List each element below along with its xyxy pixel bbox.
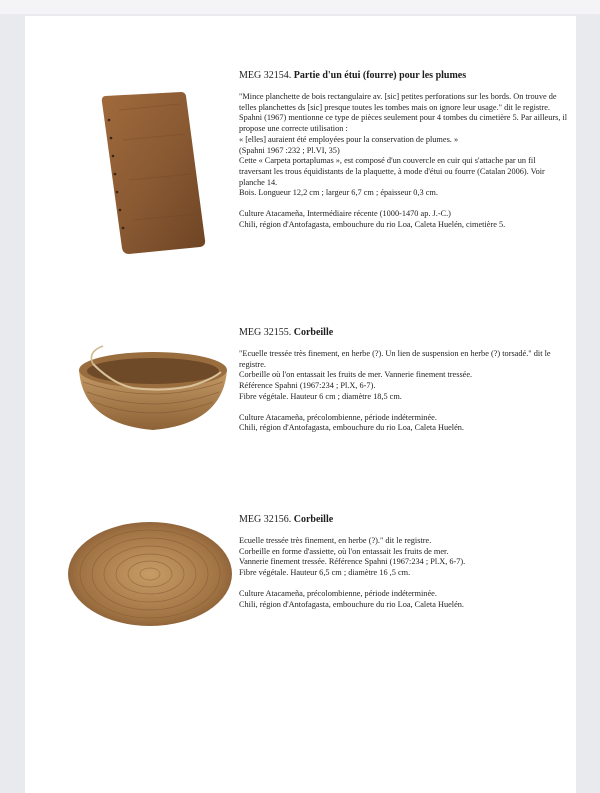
basket-bowl-image — [73, 336, 233, 436]
entry-title — [239, 69, 569, 82]
entry-title — [239, 326, 569, 339]
catalog-entry — [239, 69, 569, 230]
entry-number: MEG 32154. — [239, 70, 292, 81]
entry-description: "Mince planchette de bois rectangulaire av. [sic] petites perforations sur les bords. On trouve de telles planchettes ds [sic] presque toutes les tombes mais on ignore leur usage." dit le registre. Spahni (1967) mentionne ce type de pièces seulement pour 4 tombes du cimetière 5. Par ailleurs, il propose une correcte utilisation : « [elles] auraient été employées pour la conservation de plumes. » (Spahni 1967 :232 ; Pl.VI, 35) Cette « Carpeta portaplumas », est composé d'un couvercle en cuir qui s'attache par un fil traversant les trous équidistants de la plaquette, à mode d'étui ou fourre (Catalan 2006). Voir planche 14. Bois. Longueur 12,2 cm ; largeur 6,7 cm ; épaisseur 0,3 cm. — [239, 92, 568, 198]
document-page — [25, 16, 576, 793]
entry-description: "Ecuelle tressée très finement, en herbe (?). Un lien de suspension en herbe (?) torsadé." dit le registre. Corbeille où l'on entassait les fruits de mer. Vannerie finement tressée. Référence Spahni (1967:234 ; Pl.X, 6-7). Fibre végétale. Hauteur 6 cm ; diamètre 18,5 cm. — [239, 349, 551, 401]
entry-number: MEG 32155. — [239, 327, 292, 338]
entry-name: Corbeille — [293, 327, 334, 338]
entry-name: Partie d'un étui (fourre) pour les plumes — [293, 70, 467, 81]
entry-title — [239, 513, 569, 526]
entry-description: Ecuelle tressée très finement, en herbe (?)." dit le registre. Corbeille en forme d'assiette, où l'on entassait les fruits de mer. Vannerie finement tressée. Référence Spahni (1967:234 ; Pl.X, 6-7). Fibre végétale. Hauteur 6,5 cm ; diamètre 16 ,5 cm. — [239, 536, 466, 578]
entry-culture: Culture Atacameña, Intermédiaire récente (1000-1470 ap. J.-C.) Chili, région d'Antofagasta, embouchure du rio Loa, Caleta Huelén, cimetière 5. — [239, 209, 506, 229]
entry-culture: Culture Atacameña, précolombienne, période indéterminée. Chili, région d'Antofagasta, embouchure du rio Loa, Caleta Huelén. — [239, 412, 464, 433]
viewer-top-strip — [0, 0, 600, 14]
basket-plate-image — [65, 516, 235, 628]
entry-name: Corbeille — [293, 514, 334, 525]
wooden-plank-image — [99, 90, 209, 256]
entry-culture: Culture Atacameña, précolombienne, période indéterminée. Chili, région d'Antofagasta, embouchure du rio Loa, Caleta Huelén. — [239, 588, 464, 609]
entry-number: MEG 32156. — [239, 514, 292, 525]
catalog-entry — [239, 326, 569, 434]
catalog-entry — [239, 513, 569, 610]
